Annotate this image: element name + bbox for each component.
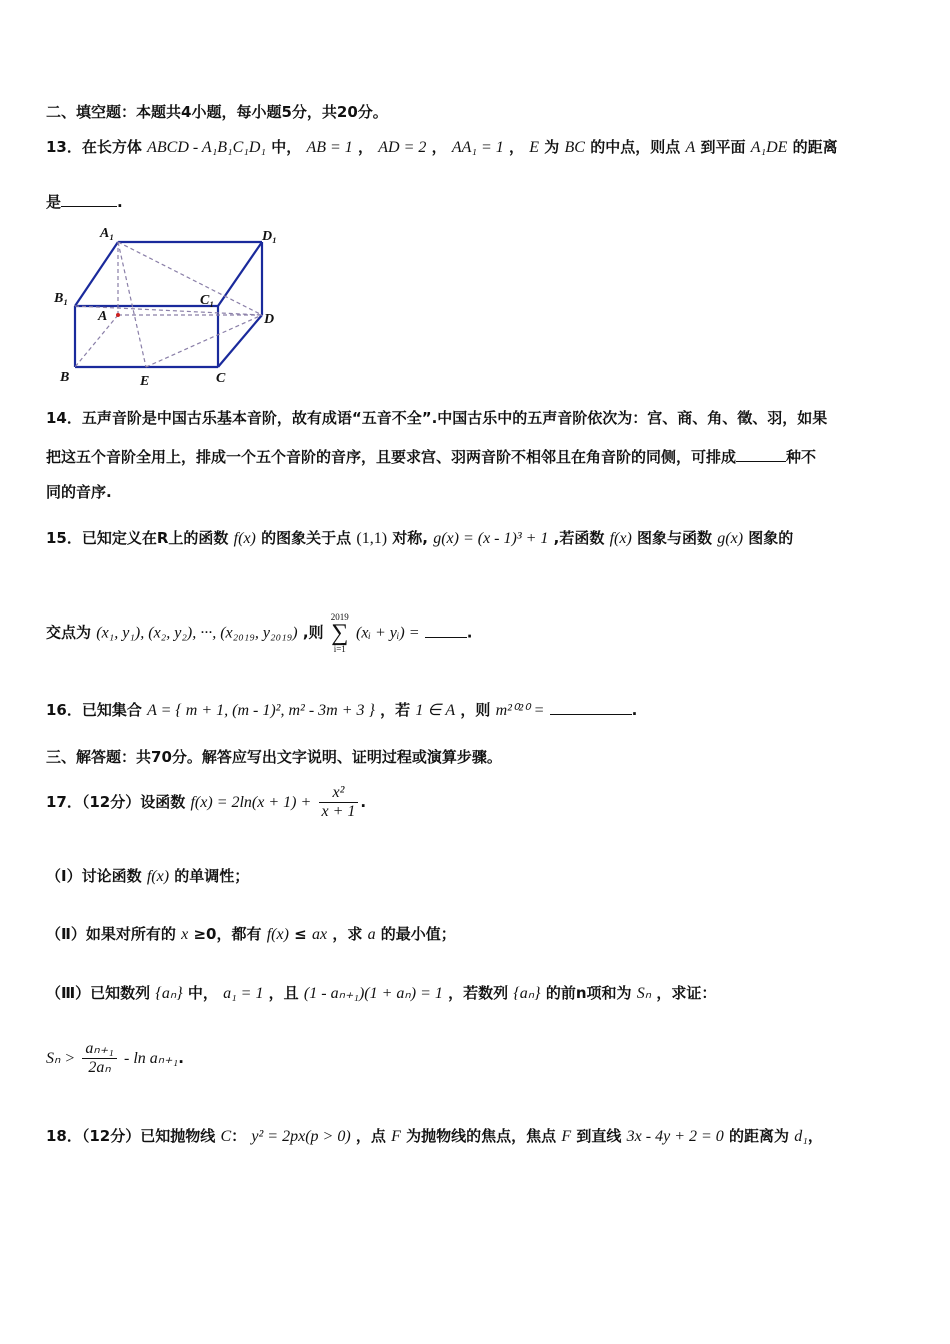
q13-number: 13．在长方体 xyxy=(46,138,142,156)
q17-text: ，若数列 xyxy=(448,984,509,1002)
q13-solid: ABCD - A₁B₁C₁D₁ xyxy=(147,139,266,156)
q17-text: ≥0，都有 xyxy=(193,925,262,943)
edge-a1b1 xyxy=(75,242,118,306)
q16-text: ，则 xyxy=(460,701,491,719)
fraction-denominator: x + 1 xyxy=(321,803,356,820)
q17-text: 中， xyxy=(187,984,218,1002)
q16-set: A = { m + 1, (m - 1)², m² - 3m + 3 } xyxy=(147,702,375,719)
fraction-numerator: aₙ₊₁ xyxy=(82,1040,116,1059)
question-14-line3: 同的音序. xyxy=(46,483,112,501)
label-c: C xyxy=(216,371,226,386)
answer-blank xyxy=(425,621,467,638)
q17-function: f(x) = 2ln(x + 1) + xyxy=(190,794,312,811)
label-d: D xyxy=(264,312,275,327)
question-17-part2 xyxy=(46,924,456,945)
q15-g: g(x) xyxy=(717,530,744,547)
question-13 xyxy=(46,137,838,158)
q15-number: 15．已知定义在R上的函数 xyxy=(46,529,229,547)
q15-text: ,则 xyxy=(302,623,324,642)
fraction-numerator: x² xyxy=(319,784,359,803)
point-a-dot xyxy=(116,313,120,317)
q13-e: E xyxy=(529,139,540,156)
q15-text: 的图象关于点 xyxy=(261,529,352,547)
q16-condition: 1 ∈ A xyxy=(415,702,456,719)
q18-text: ， xyxy=(807,1127,823,1145)
q17-text: ，求证： xyxy=(656,984,717,1002)
label-a1: A₁ xyxy=(100,226,115,241)
q17-ax: ax xyxy=(311,926,328,943)
q15-sum-body: (xᵢ + yᵢ) = xyxy=(355,624,420,642)
q17-recurrence: (1 - aₙ₊₁)(1 + aₙ) = 1 xyxy=(303,985,443,1002)
section-heading-fill-in: 二、填空题：本题共4小题，每小题5分，共20分。 xyxy=(46,103,388,121)
q15-g: g(x) = (x - 1)³ + 1 xyxy=(433,530,549,547)
q17-text: ≤ xyxy=(294,925,307,943)
label-b: B xyxy=(60,370,70,385)
q18-f: F xyxy=(561,1128,572,1145)
edge-cd xyxy=(218,315,262,367)
ineq-fraction xyxy=(82,1040,116,1077)
q15-point: (1,1) xyxy=(356,530,388,547)
question-13-cont xyxy=(46,190,123,212)
summation-symbol xyxy=(331,612,349,654)
q13-text: . xyxy=(117,193,123,211)
q13-bc: BC xyxy=(564,139,585,156)
q16-number: 16．已知集合 xyxy=(46,701,142,719)
q18-text: 的距离为 xyxy=(729,1127,790,1145)
ineq-right: - ln aₙ₊₁ xyxy=(124,1050,179,1067)
q15-points: (x₁, y₁), (x₂, y₂), ···, (x₂₀₁₉, y₂₀₁₉) xyxy=(96,624,298,642)
q18-f: F xyxy=(391,1128,401,1145)
q17-a1: a₁ = 1 xyxy=(223,985,264,1002)
q15-text: 对称, xyxy=(392,529,428,547)
q17-text: ，求 xyxy=(332,925,363,943)
q15-text: ,若函数 xyxy=(553,529,605,547)
q18-parabola: y² = 2px(p > 0) xyxy=(251,1128,351,1145)
hidden-ed xyxy=(146,315,262,367)
q17-text: 的单调性； xyxy=(174,867,250,885)
q17-text: 的前n项和为 xyxy=(545,984,632,1002)
sum-upper: 2019 xyxy=(330,612,349,622)
q17-number: 17．（12分）设函数 xyxy=(46,793,186,811)
q17-text: （Ⅲ）已知数列 xyxy=(46,984,151,1002)
q15-text: 图象与函数 xyxy=(637,529,713,547)
question-17 xyxy=(46,782,366,823)
q13-ab: AB = 1 xyxy=(306,139,353,156)
q13-ad: AD = 2 xyxy=(378,139,427,156)
label-e: E xyxy=(140,374,150,389)
label-b1: B₁ xyxy=(54,291,69,306)
q15-text: 交点为 xyxy=(46,623,92,642)
q17-sequence: {aₙ} xyxy=(513,985,541,1002)
q16-expression: m²⁰²⁰ = xyxy=(495,702,545,719)
q17-f: f(x) xyxy=(146,868,170,885)
q14-text: 把这五个音阶全用上，排成一个五个音阶的音序，且要求宫、羽两音阶不相邻且在角音阶的同侧，可排成 xyxy=(46,448,737,466)
hidden-edge-ab xyxy=(75,315,118,367)
q13-text: 为 xyxy=(544,138,560,156)
q17-text: . xyxy=(360,793,367,811)
question-14-line2 xyxy=(46,445,816,467)
q16-text: ，若 xyxy=(380,701,411,719)
q13-aa1: AA₁ = 1 xyxy=(451,139,504,156)
section-heading-solve: 三、解答题：共70分。解答应写出文字说明、证明过程或演算步骤。 xyxy=(46,748,502,766)
answer-blank xyxy=(736,445,786,462)
hidden-a1e xyxy=(118,242,146,367)
q13-text: 到平面 xyxy=(700,138,746,156)
question-18 xyxy=(46,1126,823,1147)
question-15-line1 xyxy=(46,528,793,549)
q15-f: f(x) xyxy=(609,530,632,547)
ineq-left: Sₙ > xyxy=(46,1050,76,1067)
q17-text: （Ⅱ）如果对所有的 xyxy=(46,925,176,943)
q17-text: ，且 xyxy=(268,984,299,1002)
hidden-a1d xyxy=(118,242,262,315)
cuboid-figure xyxy=(50,222,290,392)
q15-text: 图象的 xyxy=(748,529,794,547)
question-17-part3 xyxy=(46,983,716,1004)
question-17-inequality xyxy=(46,1038,184,1079)
question-16 xyxy=(46,698,637,721)
q15-f: f(x) xyxy=(233,530,256,547)
label-d1: D₁ xyxy=(262,229,277,244)
q18-number: 18．（12分）已知抛物线 xyxy=(46,1127,216,1145)
q13-text: 的中点，则点 xyxy=(590,138,681,156)
q17-text: 的最小值； xyxy=(380,925,456,943)
label-c1: C₁ xyxy=(200,293,215,308)
q17-sequence: {aₙ} xyxy=(155,985,183,1002)
q17-sn: Sₙ xyxy=(636,985,652,1002)
q17-f: f(x) xyxy=(266,926,289,943)
q13-text: 是 xyxy=(46,193,62,211)
q17-a: a xyxy=(367,926,376,943)
answer-blank xyxy=(61,190,117,207)
label-a: A xyxy=(98,309,108,324)
q18-line: 3x - 4y + 2 = 0 xyxy=(626,1128,724,1145)
question-17-part1 xyxy=(46,866,249,887)
q17-x: x xyxy=(181,926,189,943)
q13-text: ， xyxy=(509,138,525,156)
answer-blank xyxy=(550,698,632,715)
q18-text: 到直线 xyxy=(576,1127,622,1145)
q13-text: 中， xyxy=(271,138,302,156)
q18-c: C xyxy=(220,1128,232,1145)
question-14-line1: 14．五声音阶是中国古乐基本音阶，故有成语“五音不全”.中国古乐中的五声音阶依次为：宫、商、角、徵、羽，如果 xyxy=(46,409,828,427)
q17-text: . xyxy=(178,1049,184,1067)
q13-text: ， xyxy=(431,138,447,156)
q16-text: . xyxy=(631,701,638,719)
sum-lower: i=1 xyxy=(333,644,346,654)
q14-text: 种不 xyxy=(786,448,817,466)
q18-text: 为抛物线的焦点，焦点 xyxy=(406,1127,557,1145)
q18-text: ，点 xyxy=(355,1127,386,1145)
q18-text: ： xyxy=(231,1127,247,1145)
q18-d1: d₁ xyxy=(794,1128,808,1145)
q17-text: （Ⅰ）讨论函数 xyxy=(46,867,142,885)
q13-text: 的距离 xyxy=(792,138,838,156)
q13-plane: A₁DE xyxy=(750,139,788,156)
q17-fraction xyxy=(319,784,359,821)
q13-a: A xyxy=(685,139,696,156)
q15-text: . xyxy=(466,623,473,642)
question-15-line2 xyxy=(46,612,472,654)
sum-sigma: ∑ xyxy=(331,620,349,646)
fraction-denominator: 2aₙ xyxy=(88,1059,111,1076)
q13-text: ， xyxy=(358,138,374,156)
